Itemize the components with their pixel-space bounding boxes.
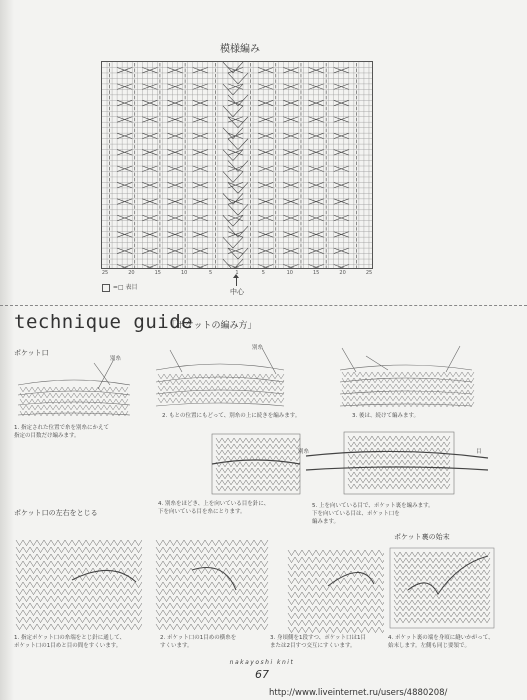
- chart-grid: [102, 62, 373, 269]
- chart-column-number: 5: [209, 270, 213, 276]
- section-label-lining-end: ポケット裏の始末: [394, 533, 450, 541]
- chart-legend: [102, 282, 138, 292]
- step4-caption: 4. 別糸をほどき、上を向いている目を針に、 下を向いている目を糸にとります。: [158, 501, 270, 515]
- annot-betsuito: 別糸: [110, 356, 122, 362]
- illustration-step1: [14, 355, 132, 421]
- chart-column-number: 15: [154, 270, 161, 276]
- chart-column-number: 15: [313, 270, 320, 276]
- illustration-sides-step1: [12, 520, 142, 632]
- step2-caption: 2. もとの位置にもどって、別糸の上に続きを編みます。: [162, 413, 301, 419]
- illustration-lining-end: [388, 544, 498, 632]
- publisher-label: nakayoshi knit: [229, 659, 295, 666]
- lining-end-caption: 4. ポケット裏の端を身頃に縫いかがって、 始末します。左側も同じ要領で。: [388, 635, 494, 649]
- chart-column-number: 10: [286, 270, 293, 276]
- illustration-step5: [298, 428, 496, 498]
- legend-text: 表目: [125, 284, 138, 291]
- section-label-pocket-opening: ポケット口: [14, 349, 49, 357]
- section-divider: [0, 305, 527, 306]
- step3-caption: 3. 後は、続けて編みます。: [352, 413, 420, 419]
- step1-caption: 1. 指定された位置で糸を別糸にかえて 指定の目数だけ編みます。: [14, 425, 109, 439]
- knitting-chart: [101, 61, 373, 269]
- center-label: 中心: [230, 288, 244, 296]
- legend-symbol: =□: [112, 284, 124, 291]
- chart-column-number: 5: [261, 270, 265, 276]
- center-arrow-icon: [236, 276, 237, 286]
- chart-title: 模様編み: [220, 44, 260, 55]
- chart-column-number: 20: [128, 270, 135, 276]
- chart-column-number: 1: [235, 270, 239, 276]
- illustration-step2: [152, 340, 287, 410]
- illustration-sides-step3: [284, 540, 384, 634]
- page-number: 67: [255, 668, 269, 681]
- technique-guide-title: technique guide: [14, 311, 194, 333]
- chart-column-number: 20: [339, 270, 346, 276]
- chart-column-number: 25: [101, 270, 109, 276]
- illustration-sides-step2: [152, 520, 270, 632]
- annot-mugime: 目: [476, 449, 482, 455]
- technique-guide-subtitle: 「ポケットの編み方」: [167, 321, 257, 331]
- annot-betsuito-b: 別糸: [252, 345, 264, 351]
- sides-step3-caption: 3. 身頃側を1段すつ、ポケット口は1目 または2目すつ交互にすくいます。: [270, 635, 367, 649]
- illustration-step4: [210, 432, 302, 496]
- step5-caption: 5. 上を向いている目で、ポケット裏を編みます。 下を向いている目は、ポケット口を 編みます。: [312, 503, 434, 525]
- sides-step2-caption: 2. ポケット口の1目めの横糸を すくいます。: [160, 635, 237, 649]
- legend-square-icon: [102, 284, 110, 292]
- chart-column-number: 25: [365, 270, 373, 276]
- illustration-step3: [336, 342, 476, 408]
- chart-column-number: 10: [181, 270, 188, 276]
- sides-step1-caption: 1. 指定ポケット口の糸端をとじ針に通して、 ポケット口の1目めと目の間をすくいます。: [14, 635, 126, 649]
- source-url: http://www.liveinternet.ru/users/4880208/: [269, 688, 448, 698]
- section-label-sides: ポケット口の左右をとじる: [14, 509, 98, 517]
- annot-betsuito-c: 別糸: [298, 449, 310, 455]
